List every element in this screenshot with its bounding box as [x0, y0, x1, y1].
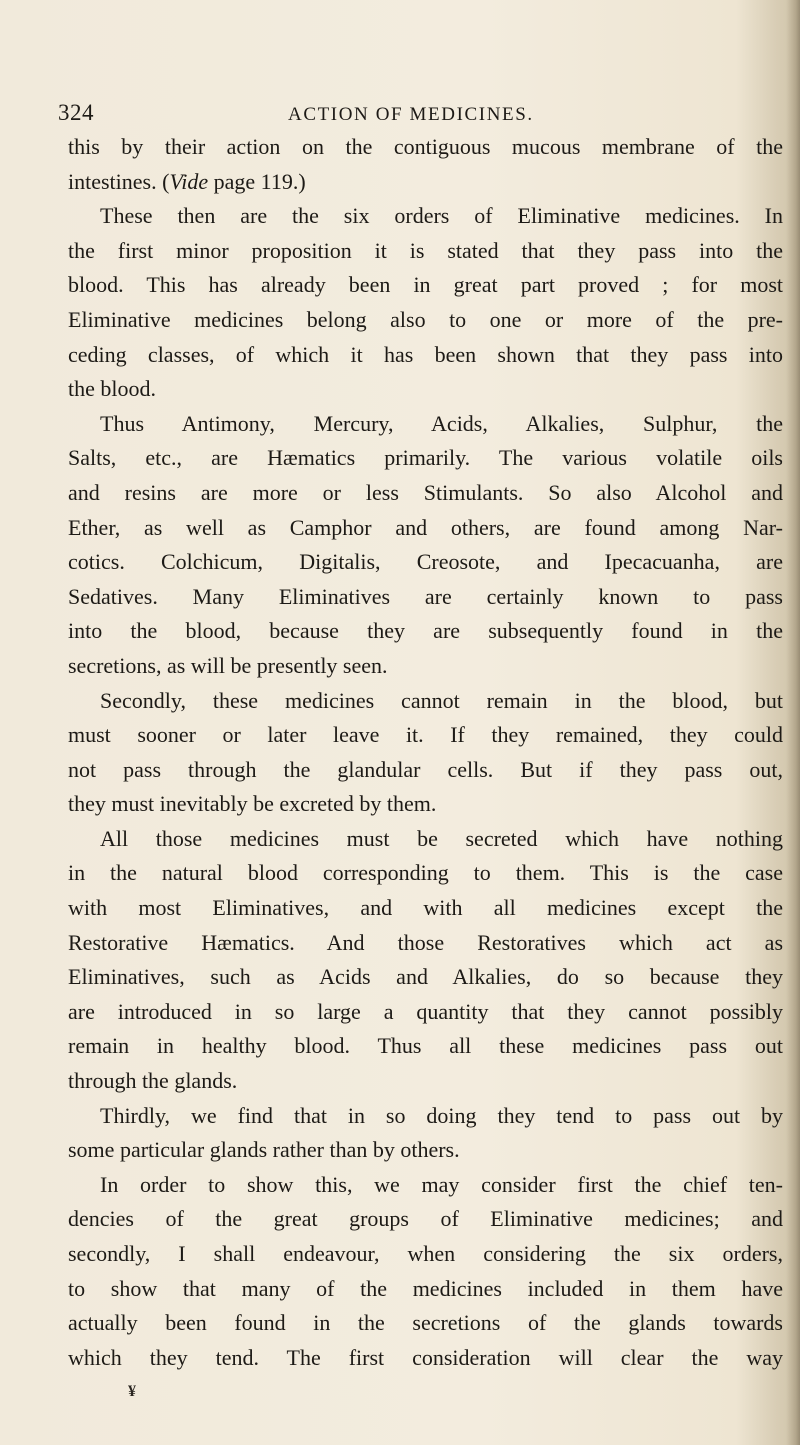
text-line: and resins are more or less Stimulants. So also Alcohol and — [68, 479, 783, 505]
footer-mark: ¥ — [128, 1383, 136, 1400]
text-line: to show that many of the medicines included in them have — [68, 1275, 783, 1301]
text-line: Sedatives. Many Eliminatives are certainly known to pass — [68, 583, 783, 609]
text-line: Thus Antimony, Mercury, Acids, Alkalies, Sulphur, the — [100, 410, 783, 436]
text-line: secondly, I shall endeavour, when considering the six orders, — [68, 1241, 783, 1266]
text-line: some particular glands rather than by others. — [68, 1137, 460, 1163]
text-line: actually been found in the secretions of the glands towards — [68, 1310, 783, 1336]
text-line: Eliminative medicines belong also to one or more of the pre- — [68, 306, 783, 332]
text-line: which they tend. The first consideration will clear the way — [68, 1344, 783, 1370]
text-line: All those medicines must be secreted which have nothing — [100, 825, 783, 851]
text-line: remain in healthy blood. Thus all these medicines pass out — [68, 1033, 783, 1059]
text-line: must sooner or later leave it. If they remained, they could — [68, 722, 783, 748]
text-line: In order to show this, we may consider first the chief ten- — [100, 1171, 783, 1197]
text-line: intestines. (Vide page 119.) — [68, 168, 306, 194]
text-line: Ether, as well as Camphor and others, are found among Nar- — [68, 514, 783, 540]
text-line: Eliminatives, such as Acids and Alkalies, do so because they — [68, 964, 783, 990]
text-line: dencies of the great groups of Eliminative medicines; and — [68, 1206, 783, 1232]
text-line: through the glands. — [68, 1068, 238, 1094]
text-line: blood. This has already been in great part proved ; for most — [68, 272, 783, 298]
body-text — [68, 130, 783, 1375]
text-line: not pass through the glandular cells. But if they pass out, — [68, 756, 783, 782]
text-line: These then are the six orders of Eliminative medicines. In — [100, 203, 783, 229]
page-edge-shadow — [786, 0, 800, 1445]
text-line: secretions, as will be presently seen. — [68, 652, 388, 678]
text-line: Salts, etc., are Hæmatics primarily. The various volatile oils — [68, 445, 783, 471]
text-line: they must inevitably be excreted by them. — [68, 791, 437, 817]
text-line: cotics. Colchicum, Digitalis, Creosote, and Ipecacuanha, are — [68, 549, 783, 575]
text-line: with most Eliminatives, and with all medicines except the — [68, 895, 783, 921]
text-line: into the blood, because they are subsequently found in the — [68, 618, 783, 644]
running-head: ACTION OF MEDICINES. — [288, 104, 534, 125]
text-line: this by their action on the contiguous mucous membrane of the — [68, 134, 783, 159]
text-line: Secondly, these medicines cannot remain in the blood, but — [100, 687, 783, 713]
text-line: ceding classes, of which it has been shown that they pass into — [68, 341, 783, 367]
text-line: in the natural blood corresponding to them. This is the case — [68, 860, 783, 886]
text-line: the blood. — [68, 376, 156, 402]
text-line: Thirdly, we find that in so doing they tend to pass out by — [100, 1102, 783, 1128]
text-line: the first minor proposition it is stated that they pass into the — [68, 237, 783, 263]
vide-italic: Vide — [169, 168, 209, 194]
text-line: are introduced in so large a quantity that they cannot possibly — [68, 998, 783, 1024]
text-line: Restorative Hæmatics. And those Restoratives which act as — [68, 929, 783, 955]
page-number: 324 — [58, 100, 94, 125]
